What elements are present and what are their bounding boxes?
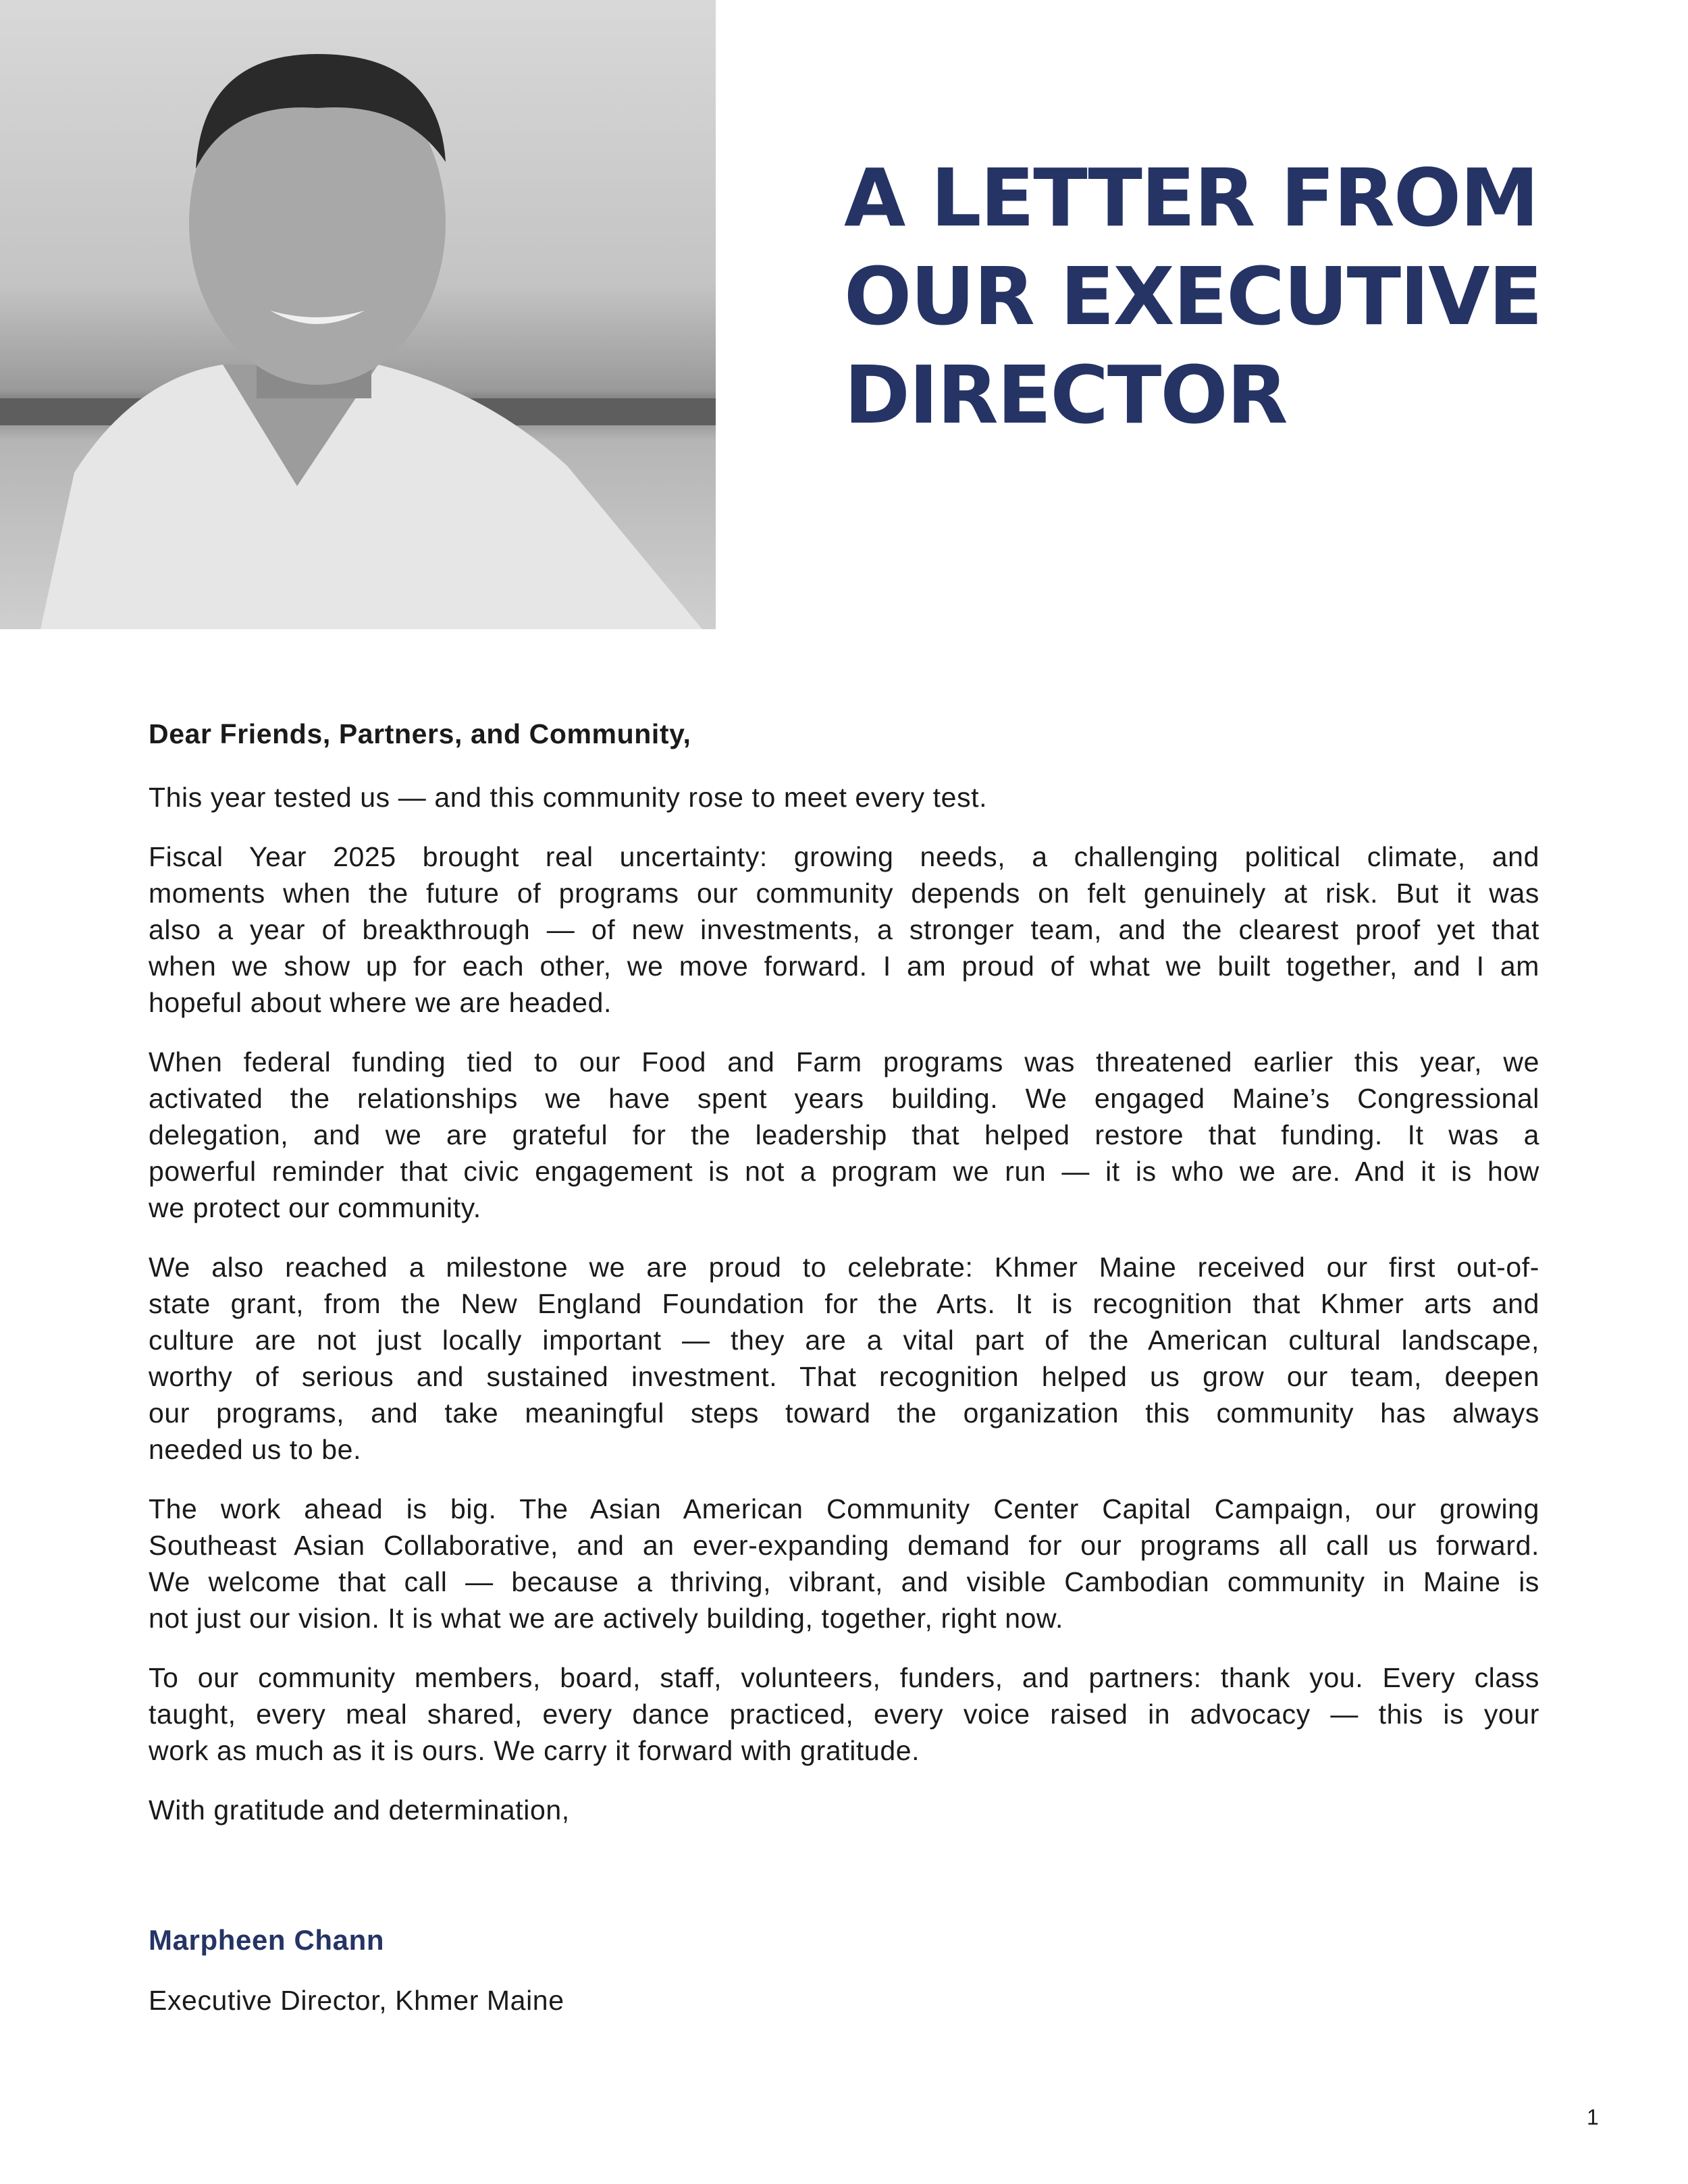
paragraph-line: work as much as it is ours. We carry it forward with gratitude. xyxy=(149,1735,920,1766)
title-line: A LETTER FROM xyxy=(844,151,1538,244)
letter-paragraph xyxy=(149,779,1539,816)
page-title xyxy=(844,149,1620,444)
paragraph-line: culture are not just locally important — they are a vital part of the American cultural landscape, xyxy=(149,1325,1539,1356)
paragraph-line: When federal funding tied to our Food and Farm programs was threatened earlier this year, we xyxy=(149,1046,1539,1077)
title-line: OUR EXECUTIVE xyxy=(844,250,1542,343)
paragraph-line: With gratitude and determination, xyxy=(149,1794,570,1826)
paragraph-line: delegation, and we are grateful for the leadership that helped restore that funding. It was a xyxy=(149,1119,1539,1150)
letter-paragraph xyxy=(149,1491,1539,1636)
letter-paragraph xyxy=(149,1792,1539,1828)
letter-greeting: Dear Friends, Partners, and Community, xyxy=(149,718,691,749)
signature-name: Marpheen Chann xyxy=(149,1924,385,1956)
paragraph-line: we protect our community. xyxy=(149,1192,481,1223)
title-line: DIRECTOR xyxy=(844,348,1287,442)
paragraph-line: The work ahead is big. The Asian American Community Center Capital Campaign, our growing xyxy=(149,1493,1539,1524)
letter-paragraph xyxy=(149,1249,1539,1468)
paragraph-line: needed us to be. xyxy=(149,1434,362,1465)
letter-paragraph xyxy=(149,1659,1539,1769)
paragraph-line: Fiscal Year 2025 brought real uncertainty: growing needs, a challenging political climate, and xyxy=(149,841,1539,872)
paragraph-line: not just our vision. It is what we are actively building, together, right now. xyxy=(149,1603,1063,1634)
paragraph-line: worthy of serious and sustained investment. That recognition helped us grow our team, deepen xyxy=(149,1361,1539,1392)
paragraph-line: hopeful about where we are headed. xyxy=(149,987,612,1018)
paragraph-line: when we show up for each other, we move forward. I am proud of what we built together, and I am xyxy=(149,951,1539,982)
paragraph-line: state grant, from the New England Foundation for the Arts. It is recognition that Khmer arts and xyxy=(149,1288,1539,1319)
letter-paragraphs xyxy=(149,779,1539,1828)
paragraph-line: To our community members, board, staff, volunteers, funders, and partners: thank you. Every class xyxy=(149,1662,1539,1693)
executive-director-portrait xyxy=(0,0,716,629)
paragraph-line: powerful reminder that civic engagement is not a program we run — it is who we are. And it is how xyxy=(149,1156,1539,1187)
letter-paragraph xyxy=(149,1044,1539,1226)
paragraph-line: also a year of breakthrough — of new investments, a stronger team, and the clearest proof yet that xyxy=(149,914,1539,945)
letter-paragraph xyxy=(149,838,1539,1021)
paragraph-line: Southeast Asian Collaborative, and an ever-expanding demand for our programs all call us forward. xyxy=(149,1530,1539,1561)
paragraph-line: This year tested us — and this community rose to meet every test. xyxy=(149,782,988,813)
signature-title: Executive Director, Khmer Maine xyxy=(149,1985,564,2016)
paragraph-line: activated the relationships we have spent years building. We engaged Maine’s Congressional xyxy=(149,1083,1539,1114)
page-number: 1 xyxy=(1587,2105,1599,2129)
letter-body xyxy=(149,716,1539,1851)
paragraph-line: taught, every meal shared, every dance practiced, every voice raised in advocacy — this is your xyxy=(149,1699,1539,1730)
paragraph-line: our programs, and take meaningful steps toward the organization this community has always xyxy=(149,1397,1539,1429)
paragraph-line: We also reached a milestone we are proud to celebrate: Khmer Maine received our first out-of- xyxy=(149,1252,1539,1283)
paragraph-line: We welcome that call — because a thriving, vibrant, and visible Cambodian community in Maine is xyxy=(149,1566,1539,1597)
paragraph-line: moments when the future of programs our community depends on felt genuinely at risk. But it was xyxy=(149,878,1539,909)
